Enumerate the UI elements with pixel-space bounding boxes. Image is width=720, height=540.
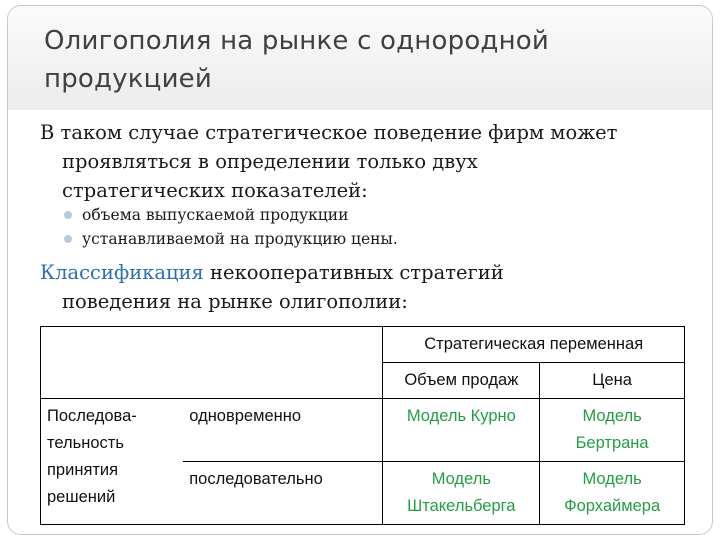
list-item bbox=[64, 203, 398, 227]
paragraph2-line2: поведения на рынке олигополии: bbox=[62, 290, 408, 313]
row-group-label bbox=[41, 399, 184, 525]
cell-stackelberg: Модель Штакельберга bbox=[383, 462, 540, 525]
indicator-list bbox=[64, 203, 398, 251]
paragraph2-line1-rest: некооперативных стратегий bbox=[203, 261, 504, 284]
cell-bertrand: Модель Бертрана bbox=[540, 399, 685, 462]
table-corner-cell bbox=[41, 327, 383, 399]
row-label-sequential: последовательно bbox=[183, 462, 383, 525]
bullet-icon bbox=[64, 235, 72, 243]
list-item-text: устанавливаемой на продукцию цены. bbox=[82, 230, 398, 248]
paragraph1-line3: стратегических показателей: bbox=[62, 179, 368, 202]
list-item bbox=[64, 227, 398, 251]
paragraph-strategic-behavior bbox=[40, 118, 700, 205]
table-row bbox=[41, 327, 685, 363]
paragraph1-line1: В таком случае стратегическое поведение фирм может bbox=[40, 121, 618, 144]
paragraph1-line2: проявляться в определении только двух bbox=[62, 150, 478, 173]
header-volume: Объем продаж bbox=[383, 363, 540, 399]
header-strategic-variable: Стратегическая переменная bbox=[383, 327, 685, 363]
paragraph-classification bbox=[40, 258, 700, 316]
header-price: Цена bbox=[540, 363, 685, 399]
row-group-label-text: Последова-тельность принятия решений bbox=[47, 407, 137, 506]
row-label-simultaneous: одновременно bbox=[183, 399, 383, 462]
bullet-icon bbox=[64, 211, 72, 219]
slide-title: Олигополия на рынке с однородной продукцией bbox=[44, 26, 550, 94]
list-item-text: объема выпускаемой продукции bbox=[82, 206, 349, 224]
table-row bbox=[41, 399, 685, 462]
strategy-table bbox=[40, 326, 685, 525]
classification-accent: Классификация bbox=[40, 261, 204, 284]
cell-cournot: Модель Курно bbox=[383, 399, 540, 462]
cell-forchheimer: Модель Форхаймера bbox=[540, 462, 685, 525]
